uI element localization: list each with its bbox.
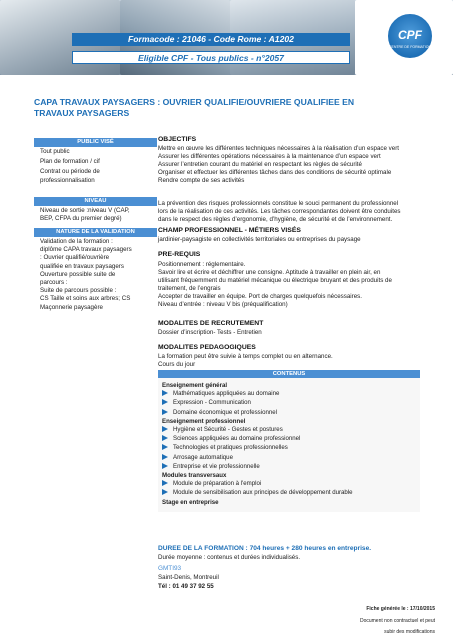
contenus-item [162,435,300,443]
public-line: Tout public [40,148,70,155]
prerequis-line: Accepter de travailler en équipe. Port de charges quelquefois nécessaires. [158,293,362,301]
niveau-header: NIVEAU [34,197,157,206]
pedagogiques-heading: MODALITES PEDAGOGIQUES [158,344,256,351]
contenus-category [162,382,227,390]
contenus-item-text: Technologies et pratiques professionnelles [173,444,288,452]
objectif-line: Assurer les différentes opérations nécessaires à la maintenance d’un espace vert [158,153,381,161]
contenus-item [162,426,283,434]
validation-header: NATURE DE LA VALIDATION [34,228,157,237]
contenus-item [162,409,277,417]
prerequis-line: Savoir lire et écrire et déchiffrer une consigne. Aptitude à travailler en plein air, en [158,269,381,277]
validation-line: qualifiée en travaux paysagers [40,262,124,270]
footer-disclaimer-2: subir des modifications [384,629,435,635]
prerequis-heading: PRE-REQUIS [158,251,201,258]
contenus-item-text: Module de sensibilisation aux principes de développement durable [173,489,353,497]
objectif-line: Rendre compte de ses activités [158,177,245,185]
cpf-eligibility-bar: Eligible CPF - Tous publics - n°2057 [72,51,350,64]
public-line: professionnalisation [40,176,95,184]
prerequis-line: traitement, de l’engrais [158,285,221,293]
contenus-item [162,480,261,488]
contenus-item [162,390,279,398]
cpf-logo [386,12,434,60]
duree-heading: DUREE DE LA FORMATION : 704 heures + 280 heures en entreprise. [158,545,372,552]
contenus-category [162,418,245,426]
prevention-text [158,200,420,224]
contenus-item-text: Module de préparation à l'emploi [173,480,262,488]
pedagogique-line: Cours du jour [158,361,196,369]
objectif-line: Organiser et effectuer les différentes tâches dans des conditions de sécurité optimale [158,169,392,177]
prerequis-text [158,261,420,310]
contenus-item-text: Sciences appliquées au domaine professionnel [173,435,301,443]
bullet-arrow-icon [162,480,168,486]
contenus-item-text: Enseignement général [162,382,228,389]
contenus-item-text: Mathématiques appliquées au domaine [173,390,280,398]
contenus-category [162,499,219,507]
prevention-line: lors de la réalisation de ces activités. Les tâches correspondantes doivent être conduites [158,208,401,216]
validation-line: parcours : [40,279,68,287]
bullet-arrow-icon [162,463,168,469]
prerequis-line: Niveau d’entrée : niveau V bis (préqualification) [158,301,288,309]
pedagogique-line: La formation peut être suivie à temps complet ou en alternance. [158,353,333,360]
objectifs-heading: OBJECTIFS [158,136,197,143]
prevention-line: dans le respect des règles d’ergonomie, d’hygiène, de sécurité et de l’environnement. [158,216,393,224]
contact-org: GMTI93 [158,565,182,572]
bullet-arrow-icon [162,444,168,450]
niveau-line: BEP, CFPA du premier degré) [40,215,122,223]
champ-heading: CHAMP PROFESSIONNEL - MÉTIERS VISÉS [158,227,301,234]
page-title [34,97,414,119]
champ-text: jardinier-paysagiste en collectivités territoriales ou entreprises du paysage [158,236,361,243]
contenus-item-text: Expression - Communication [173,399,251,407]
public-line: Plan de formation / cif [40,158,100,166]
contenus-category [162,472,226,480]
public-line: Contrat ou période de [40,168,100,176]
contenus-item-text: Modules transversaux [162,472,227,479]
objectifs-text [158,145,420,185]
bullet-arrow-icon [162,399,168,405]
contenus-list [158,378,420,512]
contenus-item-text: Domaine économique et professionnel [173,408,277,416]
title-line: TRAVAUX PAYSAGERS [34,108,130,118]
bullet-arrow-icon [162,435,168,441]
contenus-item-text: Enseignement professionnel [162,417,246,425]
contenus-item [162,489,353,497]
logo-text: CPF [398,28,422,42]
bullet-arrow-icon [162,454,168,460]
title-line: CAPA TRAVAUX PAYSAGERS : OUVRIER QUALIFIE/OUVRIERE QUALIFIEE EN [34,97,355,107]
prerequis-line: utilisant fréquemment du matériel mécanique ou électrique bruyant et des produits de [158,277,392,285]
recrutement-text: Dossier d’inscription- Tests - Entretien [158,329,262,336]
bullet-arrow-icon [162,390,168,396]
recrutement-heading: MODALITES DE RECRUTEMENT [158,320,264,327]
contenus-item [162,463,260,471]
formacode-bar: Formacode : 21046 - Code Rome : A1202 [72,33,350,46]
validation-line: Validation de la formation : [40,238,113,245]
contact-phone: Tél : 01 49 37 92 55 [158,583,214,590]
contenus-item [162,454,233,462]
footer-generated: Fiche générée le : 17/10/2015 [366,606,435,612]
footer-disclaimer-1: Document non contractuel et peut [359,618,435,624]
prerequis-line: Positionnement : réglementaire. [158,261,246,268]
pedagogiques-text [158,353,420,369]
validation-line: Maçonnerie paysagère [40,303,103,311]
contenus-header: CONTENUS [158,370,420,378]
validation-line: : Ouvrier qualifié/ouvrière [40,254,110,262]
prevention-line: La prévention des risques professionnels constitue le souci permanent du professionnel [158,200,399,207]
validation-line: diplôme CAPA travaux paysagers [40,246,132,254]
niveau-line: Niveau de sortie :niveau V (CAP, [40,207,130,214]
niveau-text [40,207,158,223]
validation-line: Ouverture possible suite de [40,270,116,278]
contenus-item [162,399,251,407]
objectif-line: Mettre en œuvre les différentes techniques nécessaires à la réalisation d’un espace vert [158,145,399,152]
public-vise-header: PUBLIC VISÉ [34,138,157,147]
bullet-arrow-icon [162,409,168,415]
duree-text: Durée moyenne : contenus et durées individualisés. [158,554,301,561]
contact-city: Saint-Denis, Montreuil [158,574,219,581]
bullet-arrow-icon [162,489,168,495]
contenus-item-text: Arrosage automatique [173,453,233,461]
validation-text [40,238,158,312]
validation-line: CS Taille et soins aux arbres; CS [40,295,131,303]
logo-subtext: CENTRE DE FORMATION [389,45,431,49]
contenus-item-text: Stage en entreprise [162,498,219,506]
contenus-item [162,444,288,452]
contenus-item-text: Entreprise et vie professionnelle [173,462,260,470]
public-vise-text [40,148,158,185]
validation-line: Suite de parcours possible : [40,287,117,295]
bullet-arrow-icon [162,426,168,432]
objectif-line: Assurer l’entretien courant du matériel en respectant les règles de sécurité [158,161,362,169]
contenus-item-text: Hygiène et Sécurité - Gestes et postures [173,426,283,433]
